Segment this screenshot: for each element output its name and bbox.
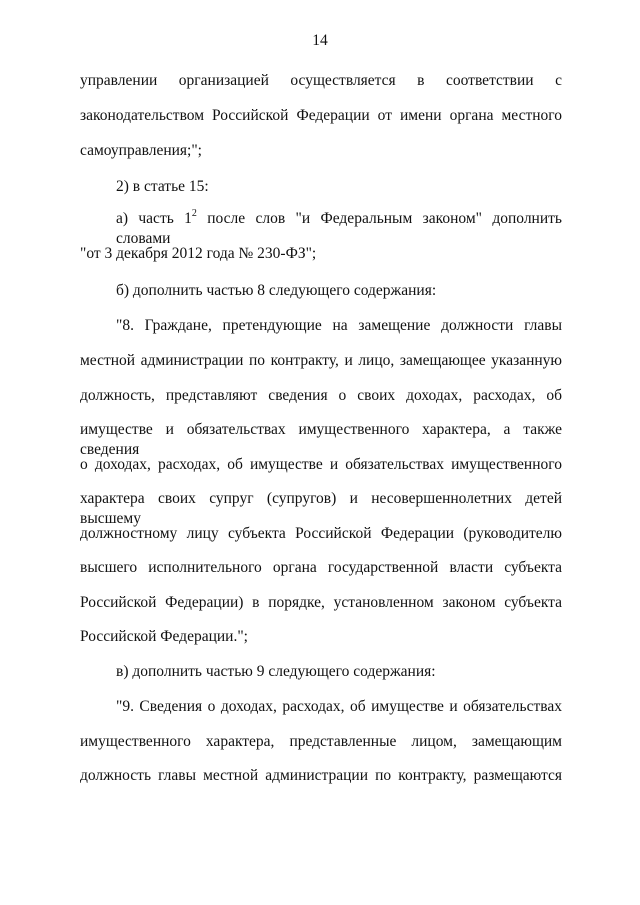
text-line: 2) в статье 15: <box>116 178 209 195</box>
text-line: о доходах, расходах, об имуществе и обязательствах имущественного <box>80 456 562 473</box>
text-line: Российской Федерации."; <box>80 628 248 645</box>
text-line: местной администрации по контракту, и лицо, замещающее указанную <box>80 352 562 369</box>
text-line: "9. Сведения о доходах, расходах, об имуществе и обязательствах <box>116 698 562 715</box>
superscript-2: 2 <box>191 207 197 219</box>
text-line: управлении организацией осуществляется в соответствии с <box>80 72 562 89</box>
text-line: Российской Федерации) в порядке, установленном законом субъекта <box>80 594 562 611</box>
text-line: б) дополнить частью 8 следующего содержания: <box>116 282 437 299</box>
text-line: характера своих супруг (супругов) и несовершеннолетних детей высшему <box>80 490 562 527</box>
text-line: должность главы местной администрации по контракту, размещаются <box>80 767 562 784</box>
text-line: "8. Граждане, претендующие на замещение должности главы <box>116 317 562 334</box>
part-suffix: после слов "и Федеральным законом" дополнить словами <box>116 210 562 247</box>
page-number: 14 <box>312 32 328 49</box>
text-line: законодательством Российской Федерации от имени органа местного <box>80 107 562 124</box>
text-line: самоуправления;"; <box>80 142 202 159</box>
text-line: "от 3 декабря 2012 года № 230-ФЗ"; <box>80 245 317 262</box>
text-line: высшего исполнительного органа государственной власти субъекта <box>80 559 562 576</box>
text-line: имуществе и обязательствах имущественного характера, а также сведения <box>80 421 562 458</box>
text-line: должность, представляют сведения о своих доходах, расходах, об <box>80 387 562 404</box>
text-line: в) дополнить частью 9 следующего содержания: <box>116 663 436 680</box>
text-line: должностному лицу субъекта Российской Федерации (руководителю <box>80 525 562 542</box>
part-prefix: а) часть 1 <box>116 210 192 227</box>
text-line: имущественного характера, представленные лицом, замещающим <box>80 733 562 750</box>
text-line-part-1-2 <box>116 207 562 247</box>
